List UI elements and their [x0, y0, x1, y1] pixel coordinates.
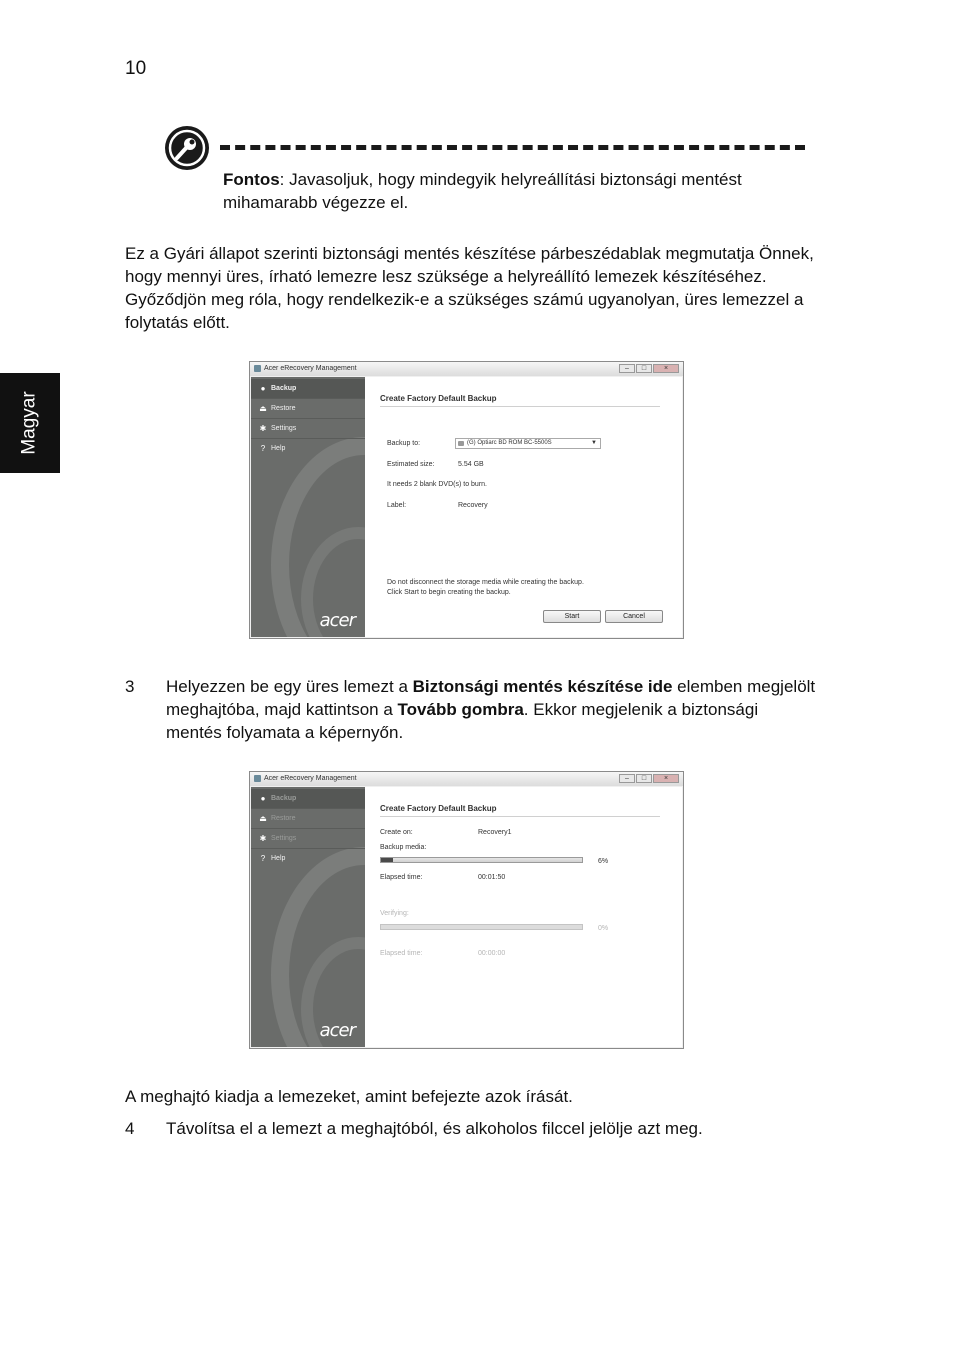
elapsed-time-value: 00:01:50	[478, 874, 506, 881]
chevron-down-icon: ▼	[591, 440, 597, 446]
side-tab-label: Magyar	[19, 391, 41, 455]
sidebar-item-backup[interactable]	[251, 379, 365, 399]
restore-icon: ⏏	[259, 404, 267, 413]
backup-progress-fill	[381, 858, 393, 862]
important-note	[223, 168, 813, 214]
window-titlebar	[250, 362, 683, 376]
sidebar-item-restore[interactable]	[251, 399, 365, 419]
elapsed-time-label: Elapsed time:	[380, 950, 423, 957]
sidebar-item-label: Settings	[271, 425, 297, 432]
sidebar-item-label: Backup	[271, 795, 297, 802]
after-paragraph: A meghajtó kiadja a lemezeket, amint befejezte azok írását.	[125, 1087, 573, 1106]
label-value: Recovery	[458, 502, 488, 509]
app-icon	[254, 775, 261, 782]
sidebar-item-settings[interactable]	[251, 829, 365, 849]
close-button[interactable]: ×	[653, 774, 679, 783]
elapsed-time-label: Elapsed time:	[380, 874, 423, 881]
backup-dialog-screenshot	[249, 361, 684, 639]
page-number: 10	[125, 58, 147, 79]
note-bold: Fontos	[223, 170, 280, 189]
help-icon: ?	[260, 854, 266, 863]
step-text-part: Helyezzen be egy üres lemezt a	[166, 677, 413, 696]
sidebar-item-label: Backup	[271, 385, 297, 392]
sidebar-item-label: Restore	[271, 405, 296, 412]
estimated-size-label: Estimated size:	[387, 461, 435, 468]
note-divider	[220, 145, 805, 150]
sidebar-item-label: Settings	[271, 835, 297, 842]
sidebar-item-label: Restore	[271, 815, 296, 822]
backup-percent: 6%	[598, 858, 609, 865]
backup-icon: ●	[260, 384, 266, 393]
acer-logo: acer	[319, 610, 355, 631]
verify-progress-bar	[380, 924, 583, 930]
step-text: Távolítsa el a lemezt a meghajtóból, és alkoholos filccel jelölje azt meg.	[166, 1119, 703, 1138]
gear-icon: ✱	[259, 834, 267, 843]
sidebar-item-help[interactable]	[251, 849, 365, 869]
sidebar-item-restore[interactable]	[251, 809, 365, 829]
sidebar-item-help[interactable]	[251, 439, 365, 459]
elapsed-time-value: 00:00:00	[478, 950, 506, 957]
language-side-tab	[0, 373, 60, 473]
backup-to-select[interactable]	[455, 438, 601, 449]
create-on-label: Create on:	[380, 829, 413, 836]
sidebar	[251, 377, 365, 637]
step-text-part: elemben megjelölt meghajtóba, majd kattintson a	[166, 677, 816, 719]
window-title: Acer eRecovery Management	[264, 775, 357, 782]
heading-divider	[380, 406, 660, 407]
label-label: Label:	[387, 502, 407, 509]
blank-dvd-info: It needs 2 blank DVD(s) to burn.	[387, 481, 487, 488]
backup-icon: ●	[260, 794, 266, 803]
dialog-content	[365, 787, 682, 1047]
instruction-text: Click Start to begin creating the backup.	[387, 589, 511, 596]
sidebar-item-settings[interactable]	[251, 419, 365, 439]
backup-progress-screenshot	[249, 771, 684, 1049]
backup-media-label: Backup media:	[380, 844, 427, 851]
close-button[interactable]: ×	[653, 364, 679, 373]
verifying-label: Verifying:	[380, 910, 409, 917]
dialog-content	[365, 377, 682, 637]
window-titlebar	[250, 772, 683, 786]
warning-text: Do not disconnect the storage media while creating the backup.	[387, 579, 584, 586]
backup-to-value: (G) Optiarc BD ROM BC-5500S	[467, 440, 552, 446]
restore-icon: ⏏	[259, 814, 267, 823]
minimize-button[interactable]: –	[619, 774, 635, 783]
step-number: 3	[125, 677, 135, 696]
step-3	[125, 675, 825, 745]
intro-paragraph: Ez a Gyári állapot szerinti biztonsági mentés készítése párbeszédablak megmutatja Önnek, hogy mennyi üres, írható lemezre lesz szüksége a helyreállító lemezek készítéséhez. Győződjön meg róla, hogy rendelkezik-e a szükséges számú ugyanolyan, üres lemezzel a folytatás előtt.	[125, 244, 814, 332]
window-title: Acer eRecovery Management	[264, 365, 357, 372]
wrench-icon	[165, 126, 209, 170]
maximize-button[interactable]: □	[636, 774, 652, 783]
step-4	[125, 1117, 825, 1142]
maximize-button[interactable]: □	[636, 364, 652, 373]
backup-progress-bar	[380, 857, 583, 863]
drive-icon	[458, 441, 464, 446]
create-on-value: Recovery1	[478, 829, 512, 836]
start-button[interactable]: Start	[543, 610, 601, 623]
step-text-bold: Tovább gombra	[397, 700, 524, 719]
step-text	[166, 675, 816, 744]
minimize-button[interactable]: –	[619, 364, 635, 373]
cancel-button[interactable]: Cancel	[605, 610, 663, 623]
estimated-size-value: 5.54 GB	[458, 461, 484, 468]
step-text-bold: Biztonsági mentés készítése ide	[412, 677, 673, 696]
acer-logo: acer	[319, 1020, 355, 1041]
sidebar-item-label: Help	[271, 855, 286, 862]
dialog-heading: Create Factory Default Backup	[380, 394, 497, 403]
step-text-part: . Ekkor megjelenik a biztonsági mentés folyamata a képernyőn.	[166, 700, 759, 742]
gear-icon: ✱	[259, 424, 267, 433]
heading-divider	[380, 816, 660, 817]
sidebar-item-label: Help	[271, 445, 286, 452]
sidebar	[251, 787, 365, 1047]
verify-percent: 0%	[598, 925, 609, 932]
note-body: : Javasoljuk, hogy mindegyik helyreállítási biztonsági mentést mihamarabb végezze el.	[223, 170, 742, 212]
app-icon	[254, 365, 261, 372]
step-number: 4	[125, 1119, 135, 1138]
help-icon: ?	[260, 444, 266, 453]
backup-to-label: Backup to:	[387, 440, 421, 447]
sidebar-item-backup[interactable]	[251, 789, 365, 809]
dialog-heading: Create Factory Default Backup	[380, 804, 497, 813]
